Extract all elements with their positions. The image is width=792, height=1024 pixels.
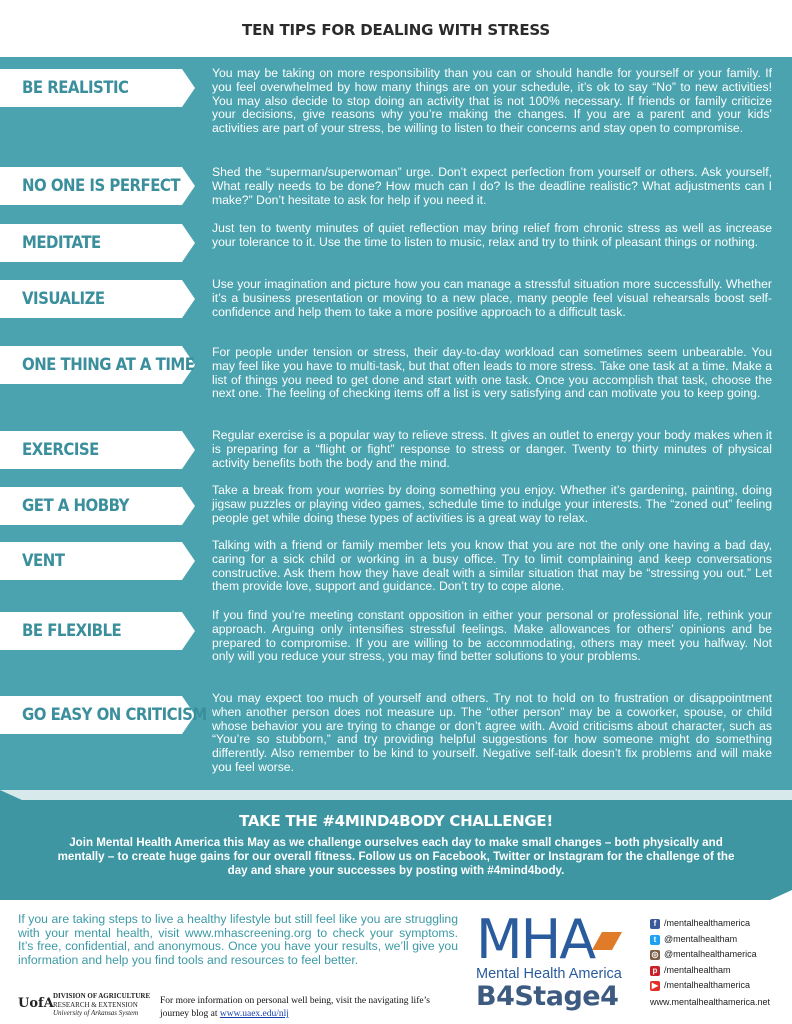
challenge-text: Join Mental Health America this May as we challenge ourselves each day to make small changes – both physically and mentally – to create huge gains for our overall fitness. Follow us on Facebook, Twitter or Instagram for the challenge of the day and share your successes by posting with #4mind4body. xyxy=(57,836,735,877)
mha-letters: MHA xyxy=(476,908,595,971)
tip-label: VENT xyxy=(22,551,65,571)
youtube-icon: ▶ xyxy=(651,981,659,990)
challenge-title: TAKE THE #4MIND4BODY CHALLENGE! xyxy=(239,812,553,830)
tip-text: Use your imagination and picture how you can manage a stressful situation more successfully. Whether it’s a business presentation or moving to a new place, many people feel visual rehearsals boost self-confidence and help them to take a more positive approach to a difficult task. xyxy=(212,277,772,319)
uark-line: RESEARCH & EXTENSION xyxy=(53,1000,138,1009)
mha-swoosh xyxy=(592,932,622,950)
social-instagram[interactable] xyxy=(648,948,788,964)
uark-logo xyxy=(18,990,153,1022)
tip-label-badge xyxy=(0,69,195,107)
tip-label-badge xyxy=(0,612,195,650)
social-links xyxy=(648,917,788,995)
social-twitter[interactable] xyxy=(648,933,788,949)
uark-text xyxy=(53,992,150,1018)
tip-label: GET A HOBBY xyxy=(22,496,129,516)
instagram-icon: ◎ xyxy=(651,950,659,959)
tip-text: You may expect too much of yourself and others. Try not to hold on to frustration or disappointment when another person does not measure up. The “other person” may be a coworker, spouse, or child whose behavior you are trying to change or don’t agree with. Avoid criticisms about character, such as “You’re so stubborn,” and try providing helpful suggestions for how someone might do something differently. Also remember to be kind to yourself. Negative self-talk doesn’t fix problems and will make you feel worse. xyxy=(212,691,772,774)
tip-text: For people under tension or stress, their day-to-day workload can sometimes seem unbearable. You may feel like you have to multi-task, but that often leads to more stress. Take one task at a time. Make a list of things you need to get done and start with one task. Once you accomplish that task, choose the next one. The feeling of checking items off a list is very satisfying and can motivate you to keep going. xyxy=(212,345,772,401)
tip-label: ONE THING AT A TIME xyxy=(22,355,195,375)
tip-text: Take a break from your worries by doing something you enjoy. Whether it’s gardening, painting, doing jigsaw puzzles or playing video games, schedule time to indulge your interests. The “zoned out” feeling people get while doing these types of activities is a great way to relax. xyxy=(212,483,772,525)
website-link[interactable]: www.mentalhealthamerica.net xyxy=(650,997,771,1007)
tip-text: Just ten to twenty minutes of quiet reflection may bring relief from chronic stress as well as increase your tolerance to it. Use the time to listen to music, relax and try to think of pleasant things or nothing. xyxy=(212,221,772,249)
mha-logo xyxy=(474,908,644,1022)
tip-label-badge xyxy=(0,280,195,318)
tip-label: MEDITATE xyxy=(22,233,101,253)
social-pinterest[interactable] xyxy=(648,964,788,980)
tip-label: VISUALIZE xyxy=(22,289,105,309)
uark-line: University of Arkansas System xyxy=(53,1009,139,1017)
tip-label-badge xyxy=(0,487,195,525)
screening-message: If you are taking steps to live a healthy lifestyle but still feel like you are struggling with your mental health, visit www.mhascreening.org to check your symptoms. It’s free, confidential, and anonymous. Once you have your results, we’ll give you information and help you find tools and resources to feel better. xyxy=(18,912,458,967)
tip-label: GO EASY ON CRITICISM xyxy=(22,705,207,725)
uark-mark: UofA xyxy=(18,996,54,1011)
facebook-icon: f xyxy=(650,919,660,929)
tip-label: BE FLEXIBLE xyxy=(22,621,122,641)
social-handle: @mentalhealtham xyxy=(664,933,738,944)
tip-label: EXERCISE xyxy=(22,440,99,460)
social-handle: /mentalhealthamerica xyxy=(664,918,751,928)
b4stage4-logo: B4Stage4 xyxy=(476,981,619,1012)
challenge-banner xyxy=(0,790,792,908)
tip-label: BE REALISTIC xyxy=(22,78,129,98)
tip-label-badge xyxy=(0,696,207,734)
tip-label-badge xyxy=(0,224,195,262)
tip-label-badge xyxy=(0,431,195,469)
social-handle: /mentalhealthamerica xyxy=(664,980,751,990)
tip-label-badge xyxy=(0,346,195,384)
twitter-icon: t xyxy=(650,935,660,945)
social-youtube[interactable] xyxy=(648,979,788,995)
blog-link[interactable]: www.uaex.edu/nlj xyxy=(219,1009,289,1019)
tip-label-badge xyxy=(0,542,195,580)
blog-text: For more information on personal well being, visit the navigating life’s journey blog at xyxy=(160,996,430,1019)
uark-line: DIVISION OF AGRICULTURE xyxy=(53,992,151,1000)
tip-text: Shed the “superman/superwoman” urge. Don’t expect perfection from yourself or others. Ask yourself, What really needs to be done? How much can I do? Is the deadline realistic? What adjustments can I make?” Don’t hesitate to ask for help if you need it. xyxy=(212,165,772,207)
page-title: TEN TIPS FOR DEALING WITH STRESS xyxy=(242,21,550,39)
mha-name: Mental Health America xyxy=(476,966,622,982)
tips-panel xyxy=(0,57,792,790)
social-handle: /mentalhealtham xyxy=(664,964,731,975)
social-handle: @mentalhealthamerica xyxy=(664,949,757,959)
pinterest-icon: p xyxy=(650,966,660,976)
tip-label: NO ONE IS PERFECT xyxy=(22,176,181,196)
blog-info xyxy=(160,995,460,1021)
tip-text: Talking with a friend or family member lets you know that you are not the only one having a bad day, caring for a sick child or working in a busy office. Try to limit complaining and keep conversations constructive. Ask them how they have dealt with a similar situation that may be “stressing you out.” Let them provide love, support and guidance. Don’t try to cope alone. xyxy=(212,538,772,594)
tip-text: Regular exercise is a popular way to relieve stress. It gives an outlet to energy your body makes when it is preparing for a “flight or fight” response to stress or danger. Twenty to thirty minutes of physical activity benefits both the body and the mind. xyxy=(212,428,772,470)
tip-text: You may be taking on more responsibility than you can or should handle for yourself or your family. If you feel overwhelmed by how many things are on your schedule, it’s ok to say “No” to new activities! You may also decide to stop doing an activity that is not 100% necessary. If friends or family criticize your decisions, give reasons why you’re making the changes. If you are a parent and your kids’ activities are part of your stress, be willing to listen to their concerns and stay open to compromise. xyxy=(212,66,772,136)
tip-text: If you find you’re meeting constant opposition in either your personal or professional life, rethink your approach. Arguing only intensifies stressful feelings. Make allowances for others’ opinions and be prepared to compromise. If you are willing to be accommodating, others may meet you halfway. Not only will you reduce your stress, you may find better solutions to your problems. xyxy=(212,608,772,664)
tip-label-badge xyxy=(0,167,195,205)
social-facebook[interactable] xyxy=(648,917,788,933)
